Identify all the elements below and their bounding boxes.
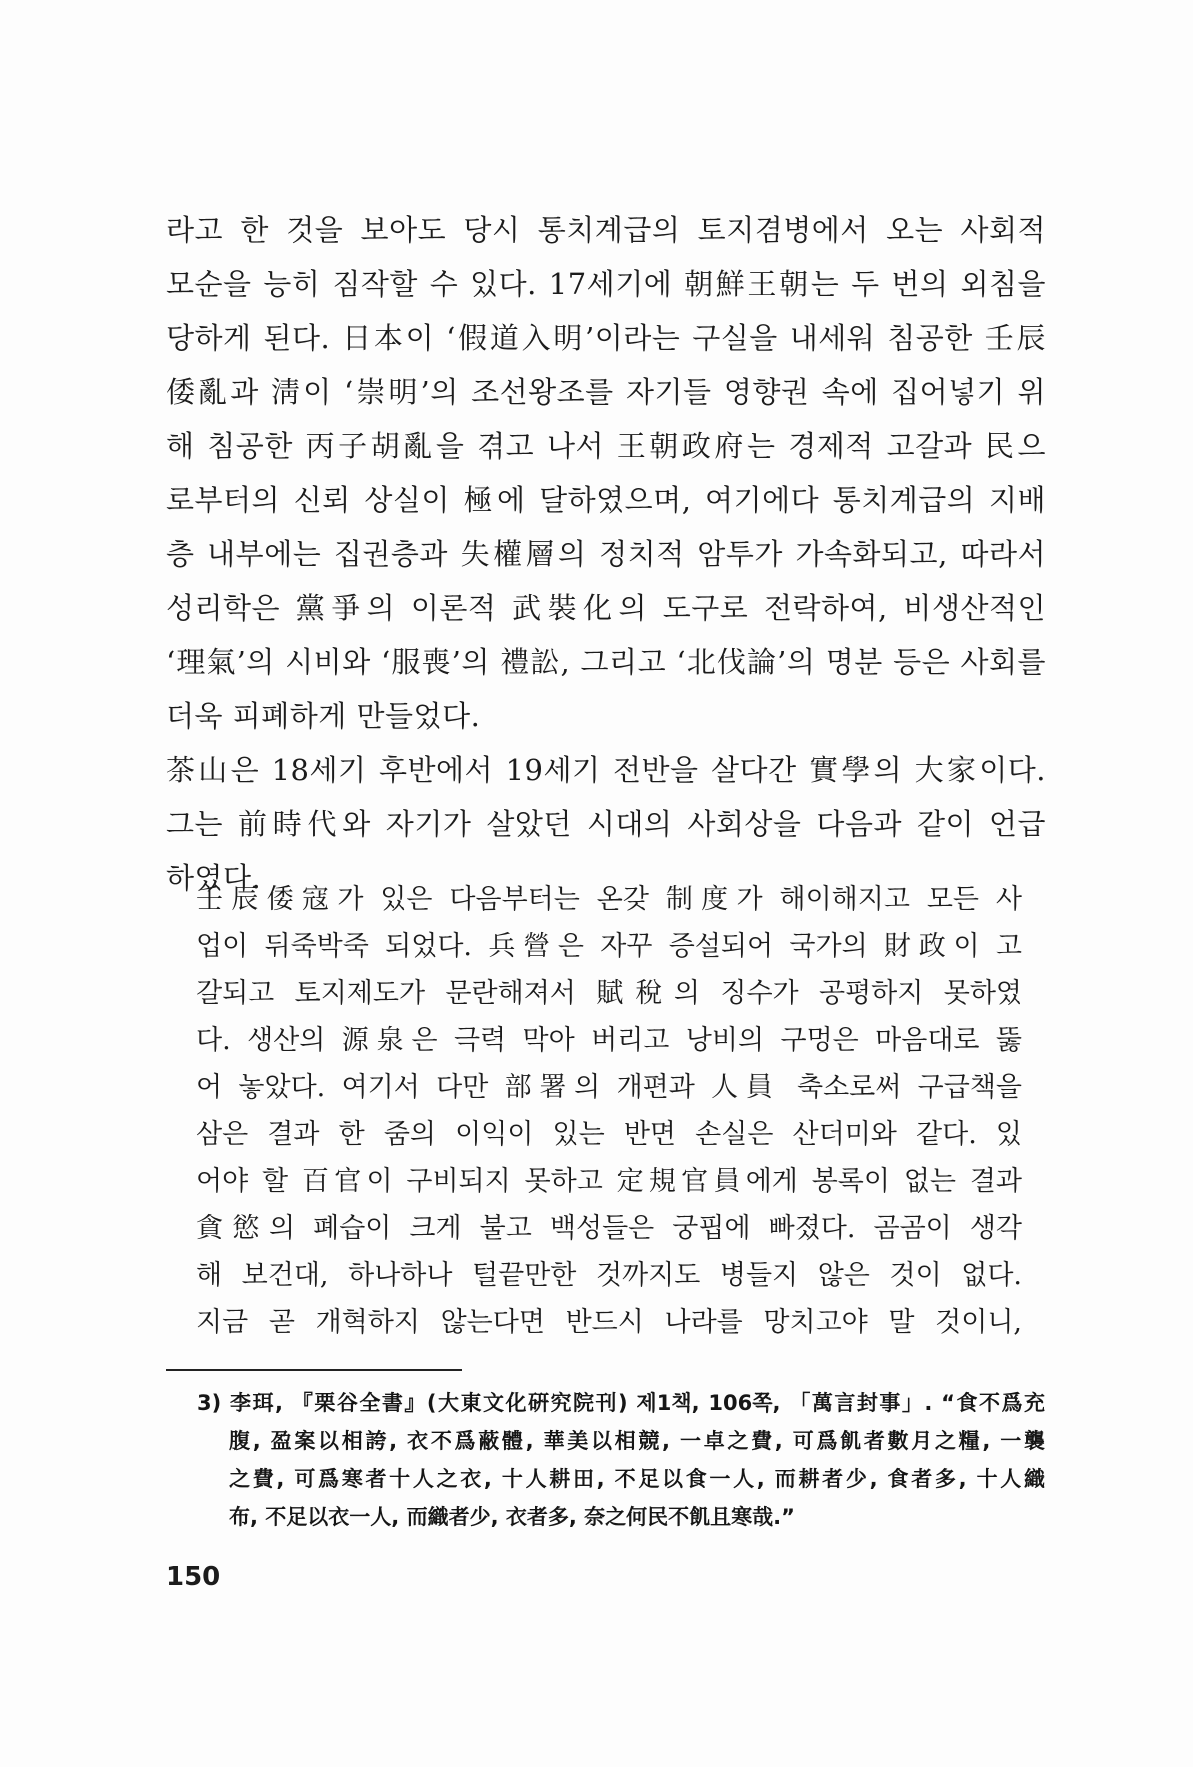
footnote-line: 3) 李珥, 『栗谷全書』(大東文化硏究院刊) 제1책, 106쪽, 「萬言封事」. “食不爲充 — [197, 1391, 1045, 1415]
text-line: 층 내부에는 집권층과 失權層의 정치적 암투가 가속화되고, 따라서 — [166, 537, 1046, 571]
text-line: 성리학은 黨爭의 이론적 武裝化의 도구로 전락하여, 비생산적인 — [166, 591, 1046, 625]
quote-line: 貪慾의 폐습이 크게 불고 백성들은 궁핍에 빠졌다. 곰곰이 생각 — [196, 1213, 1022, 1244]
text-line: 더욱 피폐하게 만들었다. — [166, 699, 481, 733]
footnote — [197, 1384, 1045, 1536]
main-text — [166, 203, 1046, 905]
footnote-line: 布, 不足以衣一人, 而織者少, 衣者多, 奈之何民不飢且寒哉.” — [229, 1505, 795, 1529]
page-number: 150 — [166, 1562, 221, 1592]
text-line: 그는 前時代와 자기가 살았던 시대의 사회상을 다음과 같이 언급 — [166, 807, 1046, 841]
quote-line: 삼은 결과 한 줌의 이익이 있는 반면 손실은 산더미와 같다. 있 — [196, 1119, 1022, 1150]
text-line: 당하게 된다. 日本이 ‘假道入明’이라는 구실을 내세워 침공한 壬辰 — [166, 321, 1046, 355]
quote-line: 갈되고 토지제도가 문란해져서 賦稅의 징수가 공평하지 못하였 — [196, 978, 1022, 1009]
text-line: 倭亂과 淸이 ‘崇明’의 조선왕조를 자기들 영향권 속에 집어넣기 위 — [166, 375, 1046, 409]
block-quote — [196, 876, 1022, 1346]
footnote-line: 腹, 盈案以相誇, 衣不爲蔽體, 華美以相競, 一卓之費, 可爲飢者數月之糧, 一襲 — [229, 1429, 1045, 1453]
text-line: ‘理氣’의 시비와 ‘服喪’의 禮訟, 그리고 ‘北伐論’의 명분 등은 사회를 — [166, 645, 1046, 679]
text-line: 하였다. — [166, 861, 262, 895]
quote-line: 어 놓았다. 여기서 다만 部署의 개편과 人員 축소로써 구급책을 — [196, 1072, 1022, 1103]
quote-line: 어야 할 百官이 구비되지 못하고 定規官員에게 봉록이 없는 결과 — [196, 1166, 1022, 1197]
footnote-line: 之費, 可爲寒者十人之衣, 十人耕田, 不足以食一人, 而耕者少, 食者多, 十人織 — [229, 1467, 1045, 1491]
quote-line: 壬辰倭寇가 있은 다음부터는 온갖 制度가 해이해지고 모든 사 — [196, 884, 1022, 915]
text-line: 해 침공한 丙子胡亂을 겪고 나서 王朝政府는 경제적 고갈과 民으 — [166, 429, 1046, 463]
text-line: 라고 한 것을 보아도 당시 통치계급의 토지겸병에서 오는 사회적 — [166, 213, 1046, 247]
text-line: 茶山은 18세기 후반에서 19세기 전반을 살다간 實學의 大家이다. — [166, 753, 1046, 787]
quote-line: 다. 생산의 源泉은 극력 막아 버리고 낭비의 구멍은 마음대로 뚫 — [196, 1025, 1022, 1056]
text-line: 모순을 능히 짐작할 수 있다. 17세기에 朝鮮王朝는 두 번의 외침을 — [166, 267, 1046, 301]
quote-line: 업이 뒤죽박죽 되었다. 兵營은 자꾸 증설되어 국가의 財政이 고 — [196, 931, 1022, 962]
text-line: 로부터의 신뢰 상실이 極에 달하였으며, 여기에다 통치계급의 지배 — [166, 483, 1046, 517]
footnote-divider — [166, 1369, 462, 1371]
quote-line: 지금 곧 개혁하지 않는다면 반드시 나라를 망치고야 말 것이니, — [196, 1307, 1022, 1338]
quote-line: 해 보건대, 하나하나 털끝만한 것까지도 병들지 않은 것이 없다. — [196, 1260, 1022, 1291]
